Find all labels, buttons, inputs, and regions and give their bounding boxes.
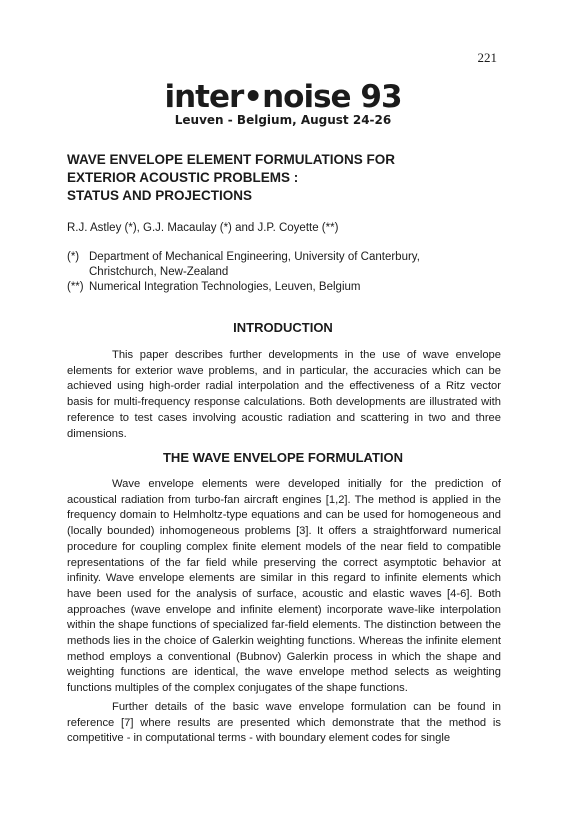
section-heading-introduction: INTRODUCTION <box>233 320 333 335</box>
paragraph-introduction: This paper describes further developments in the use of wave envelope elements for exterior wave problems, and in particular, the accuracies which can be achieved using high-order radial interpolation and the effectiveness of a Ritz vector basis for multi-frequency response calculations. Both developments are illustrated with reference to test cases involving acoustic radiation and scattering in two and three dimensions. <box>67 349 501 440</box>
section-heading-formulation: THE WAVE ENVELOPE FORMULATION <box>162 450 404 465</box>
paper-title <box>67 151 507 205</box>
title-line: EXTERIOR ACOUSTIC PROBLEMS : <box>67 170 299 185</box>
affiliation-text: Numerical Integration Technologies, Leuven, Belgium <box>89 281 361 293</box>
author-list: R.J. Astley (*), G.J. Macaulay (*) and J.P. Coyette (**) <box>67 222 339 234</box>
affiliation-2 <box>67 280 360 295</box>
affiliation-text: Department of Mechanical Engineering, University of Canterbury, <box>89 251 420 263</box>
conference-logo: inter•noise 93 <box>164 79 402 115</box>
affiliation-mark: (*) <box>67 251 80 263</box>
title-line: STATUS AND PROJECTIONS <box>67 188 253 203</box>
affiliation-mark: (**) <box>67 281 84 293</box>
affiliation-text: Christchurch, New-Zealand <box>89 266 229 278</box>
paragraph-formulation-2: Further details of the basic wave envelope formulation can be found in reference [7] where results are presented which demonstrate that the method is competitive - in computational terms - with boundary element codes for single <box>67 701 501 745</box>
title-line: WAVE ENVELOPE ELEMENT FORMULATIONS FOR <box>67 152 396 167</box>
conference-location: Leuven - Belgium, August 24-26 <box>174 113 392 127</box>
affiliation-1 <box>67 250 420 280</box>
page-number: 221 <box>477 50 497 65</box>
paragraph-formulation-1: Wave envelope elements were developed initially for the prediction of acoustical radiation from turbo-fan aircraft engines [1,2]. The method is applied in the frequency domain to Helmholtz-type equations and can be used for homogeneous and (locally bounded) inhomogeneous problems [3]. It offers a straightforward numerical procedure for coupling complex finite element models of the near field to compatible representations of the far field while preserving the correct asymptotic behavior at infinity. Wave envelope elements are similar in this regard to infinite elements which have been used for the analysis of surface, acoustic and elastic waves [4-6]. Both approaches (wave envelope and infinite element) incorporate wave-like interpolation within the shape functions of specialized far-field elements. The distinction between the methods lies in the choice of Galerkin weighting functions. Whereas the infinite element method employs a conventional (Bubnov) Galerkin process in which the shape and weighting functions are identical, the wave envelope method selects as weighting functions multiples of the complex conjugates of the shape functions. <box>67 478 501 695</box>
